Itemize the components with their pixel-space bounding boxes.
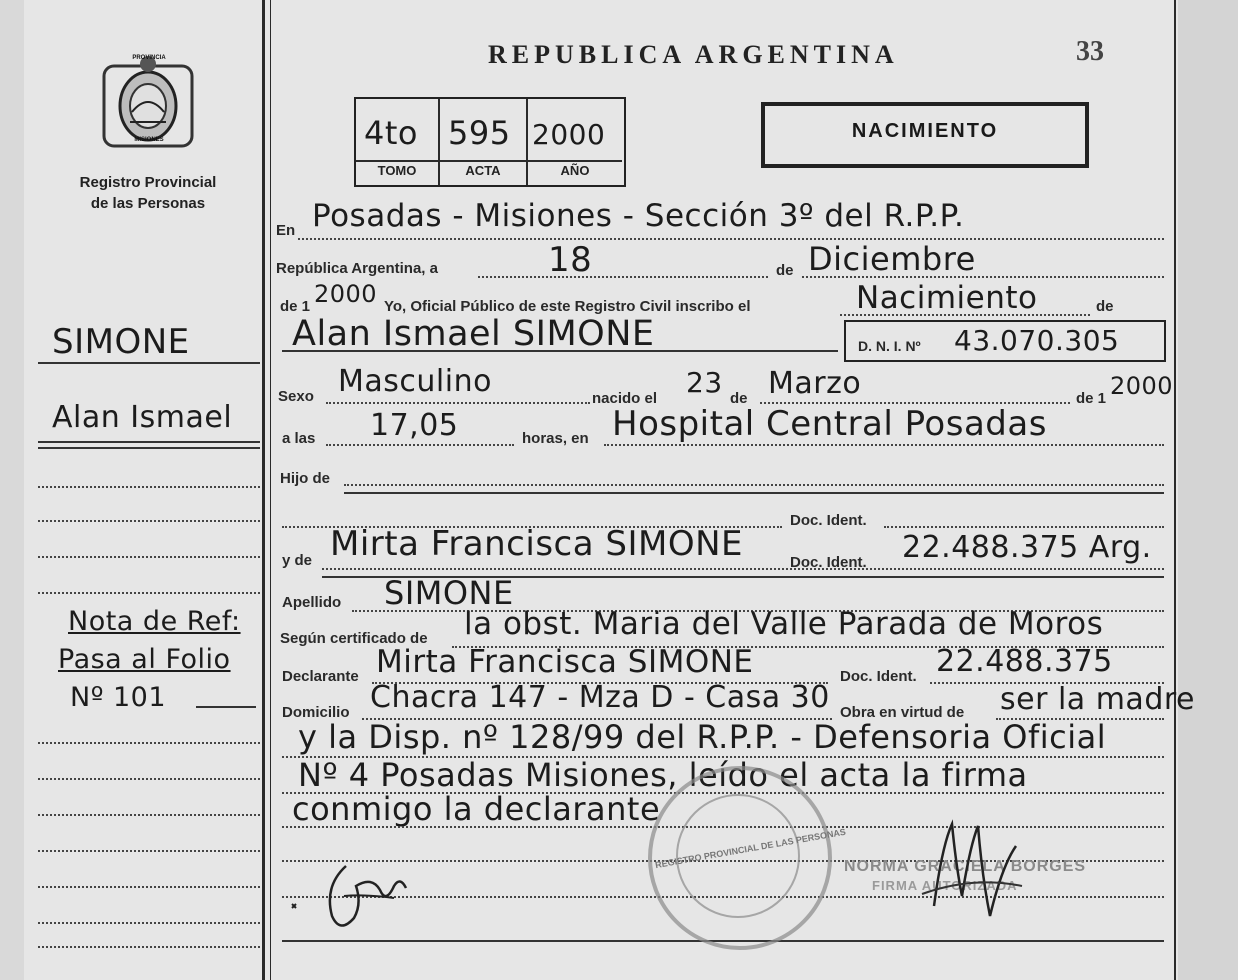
year-value: 2000 [314, 280, 378, 308]
month-line [802, 276, 1164, 278]
birth-place-value: Hospital Central Posadas [612, 404, 1047, 444]
margin-line [38, 922, 260, 924]
domicilio-value: Chacra 147 - Mza D - Casa 30 [370, 680, 830, 715]
certificate-by-value: la obst. Maria del Valle Parada de Moros [464, 606, 1104, 642]
de-year-label: de 1 [280, 298, 311, 315]
margin-line [38, 556, 260, 558]
margin-note-line2: Pasa al Folio [58, 644, 231, 675]
act-type-value: Nacimiento [856, 280, 1038, 316]
margin-line [38, 778, 260, 780]
column-divider [262, 0, 265, 980]
official-name: NORMA GRACIELA BORGES [844, 858, 1087, 875]
y-de-label: y de [282, 552, 313, 569]
mother-line [322, 568, 1164, 570]
doc-ident-label-2: Doc. Ident. [790, 554, 867, 571]
doc-ident-label: Doc. Ident. [790, 512, 867, 529]
mother-doc-value: 22.488.375 Arg. [902, 530, 1152, 565]
sexo-label: Sexo [278, 388, 314, 405]
seal-bottom-text: MISIONES [134, 137, 164, 143]
dni-label: D. N. I. Nº [858, 338, 921, 354]
republica-label: República Argentina, a [276, 260, 438, 277]
birth-month-value: Marzo [768, 366, 862, 401]
margin-note-underline [196, 706, 256, 708]
birth-place-line [604, 444, 1164, 446]
margin-line [38, 886, 260, 888]
margin-line [38, 946, 260, 948]
mother-name-value: Mirta Francisca SIMONE [330, 524, 743, 564]
birth-time-line [326, 444, 514, 446]
father-line [344, 484, 1164, 486]
margin-line [38, 520, 260, 522]
declarante-label: Declarante [282, 668, 359, 685]
record-type: NACIMIENTO [851, 120, 999, 142]
apellido-value: SIMONE [384, 574, 514, 612]
obra-value: ser la madre [1000, 682, 1195, 717]
birth-time-value: 17,05 [370, 408, 459, 443]
column-divider-thin [270, 0, 271, 980]
day-line [478, 276, 768, 278]
extra-line-1: y la Disp. nº 128/99 del R.P.P. - Defensoria Oficial [298, 718, 1107, 756]
dni-value: 43.070.305 [954, 324, 1120, 357]
sexo-value: Masculino [338, 364, 492, 399]
full-name-line [282, 350, 838, 352]
de-label-2: de [1096, 298, 1114, 315]
de-label: de [776, 262, 794, 279]
acta-label: ACTA [465, 163, 501, 178]
inscribo-label: Yo, Oficial Público de este Registro Civil inscribo el [384, 298, 751, 315]
de-year-label-2: de 1 [1076, 390, 1107, 407]
full-name-value: Alan Ismael SIMONE [292, 314, 655, 354]
father-doc-line [884, 526, 1164, 528]
father-line-solid [344, 492, 1164, 494]
nacido-label: nacido el [592, 390, 658, 407]
declarante-value: Mirta Francisca SIMONE [376, 644, 754, 680]
declarant-signature-icon [284, 846, 414, 936]
ano-label: AÑO [560, 163, 590, 178]
segun-label: Según certificado de [280, 630, 428, 647]
margin-line [38, 486, 260, 488]
box-label-divider [356, 160, 622, 162]
tomo-value: 4to [364, 114, 418, 152]
seal-top-text: PROVINCIA [132, 55, 166, 61]
official-signature-icon [912, 806, 1032, 936]
sexo-line [326, 402, 590, 404]
place-line [298, 238, 1164, 240]
margin-line [38, 814, 260, 816]
domicilio-label: Domicilio [282, 704, 350, 721]
margin-given-line-2 [38, 447, 260, 449]
de-label-3: de [730, 390, 748, 407]
margin-line [38, 850, 260, 852]
tomo-label: TOMO [377, 163, 417, 178]
apellido-label: Apellido [282, 594, 342, 611]
margin-line [38, 742, 260, 744]
a-las-label: a las [282, 430, 316, 447]
acta-value: 595 [448, 114, 511, 152]
margin-note-line1: Nota de Ref: [68, 606, 241, 637]
day-value: 18 [548, 240, 593, 280]
margin-line [38, 592, 260, 594]
margin-surname-line [38, 362, 260, 364]
hijo-label: Hijo de [280, 470, 331, 487]
stamp-text: REGISTRO PROVINCIAL DE LAS PERSONAS [654, 826, 847, 871]
registry-name-line1: Registro Provincial [79, 174, 217, 191]
birth-year-value: 2000 [1110, 372, 1174, 400]
place-value: Posadas - Misiones - Sección 3º del R.P.P. [312, 198, 965, 234]
ano-value: 2000 [532, 118, 606, 151]
page-right-edge [1178, 0, 1238, 980]
declarante-doc-value: 22.488.375 [936, 644, 1113, 679]
registry-name-line2: de las Personas [90, 195, 206, 212]
horas-label: horas, en [522, 430, 589, 447]
extra-line-2: Nº 4 Posadas Misiones, leído el acta la firma [298, 756, 1028, 794]
month-value: Diciembre [808, 240, 976, 278]
doc-ident-label-3: Doc. Ident. [840, 668, 917, 685]
extra-line-3: conmigo la declarante [292, 790, 661, 828]
birth-day-value: 23 [686, 366, 723, 399]
folio-number: 33 [1076, 36, 1104, 67]
right-border [1174, 0, 1176, 980]
official-title: FIRMA AUTORIZADA [872, 878, 1018, 893]
en-label: En [276, 222, 296, 239]
margin-surname: SIMONE [52, 322, 190, 362]
act-type-line [840, 314, 1090, 316]
left-margin-strip [0, 0, 24, 980]
margin-given-line-1 [38, 441, 260, 443]
margin-given-names: Alan Ismael [52, 400, 233, 435]
country-title: REPUBLICA ARGENTINA [488, 40, 899, 69]
obra-label: Obra en virtud de [840, 704, 965, 721]
margin-note-line3: Nº 101 [70, 682, 167, 713]
